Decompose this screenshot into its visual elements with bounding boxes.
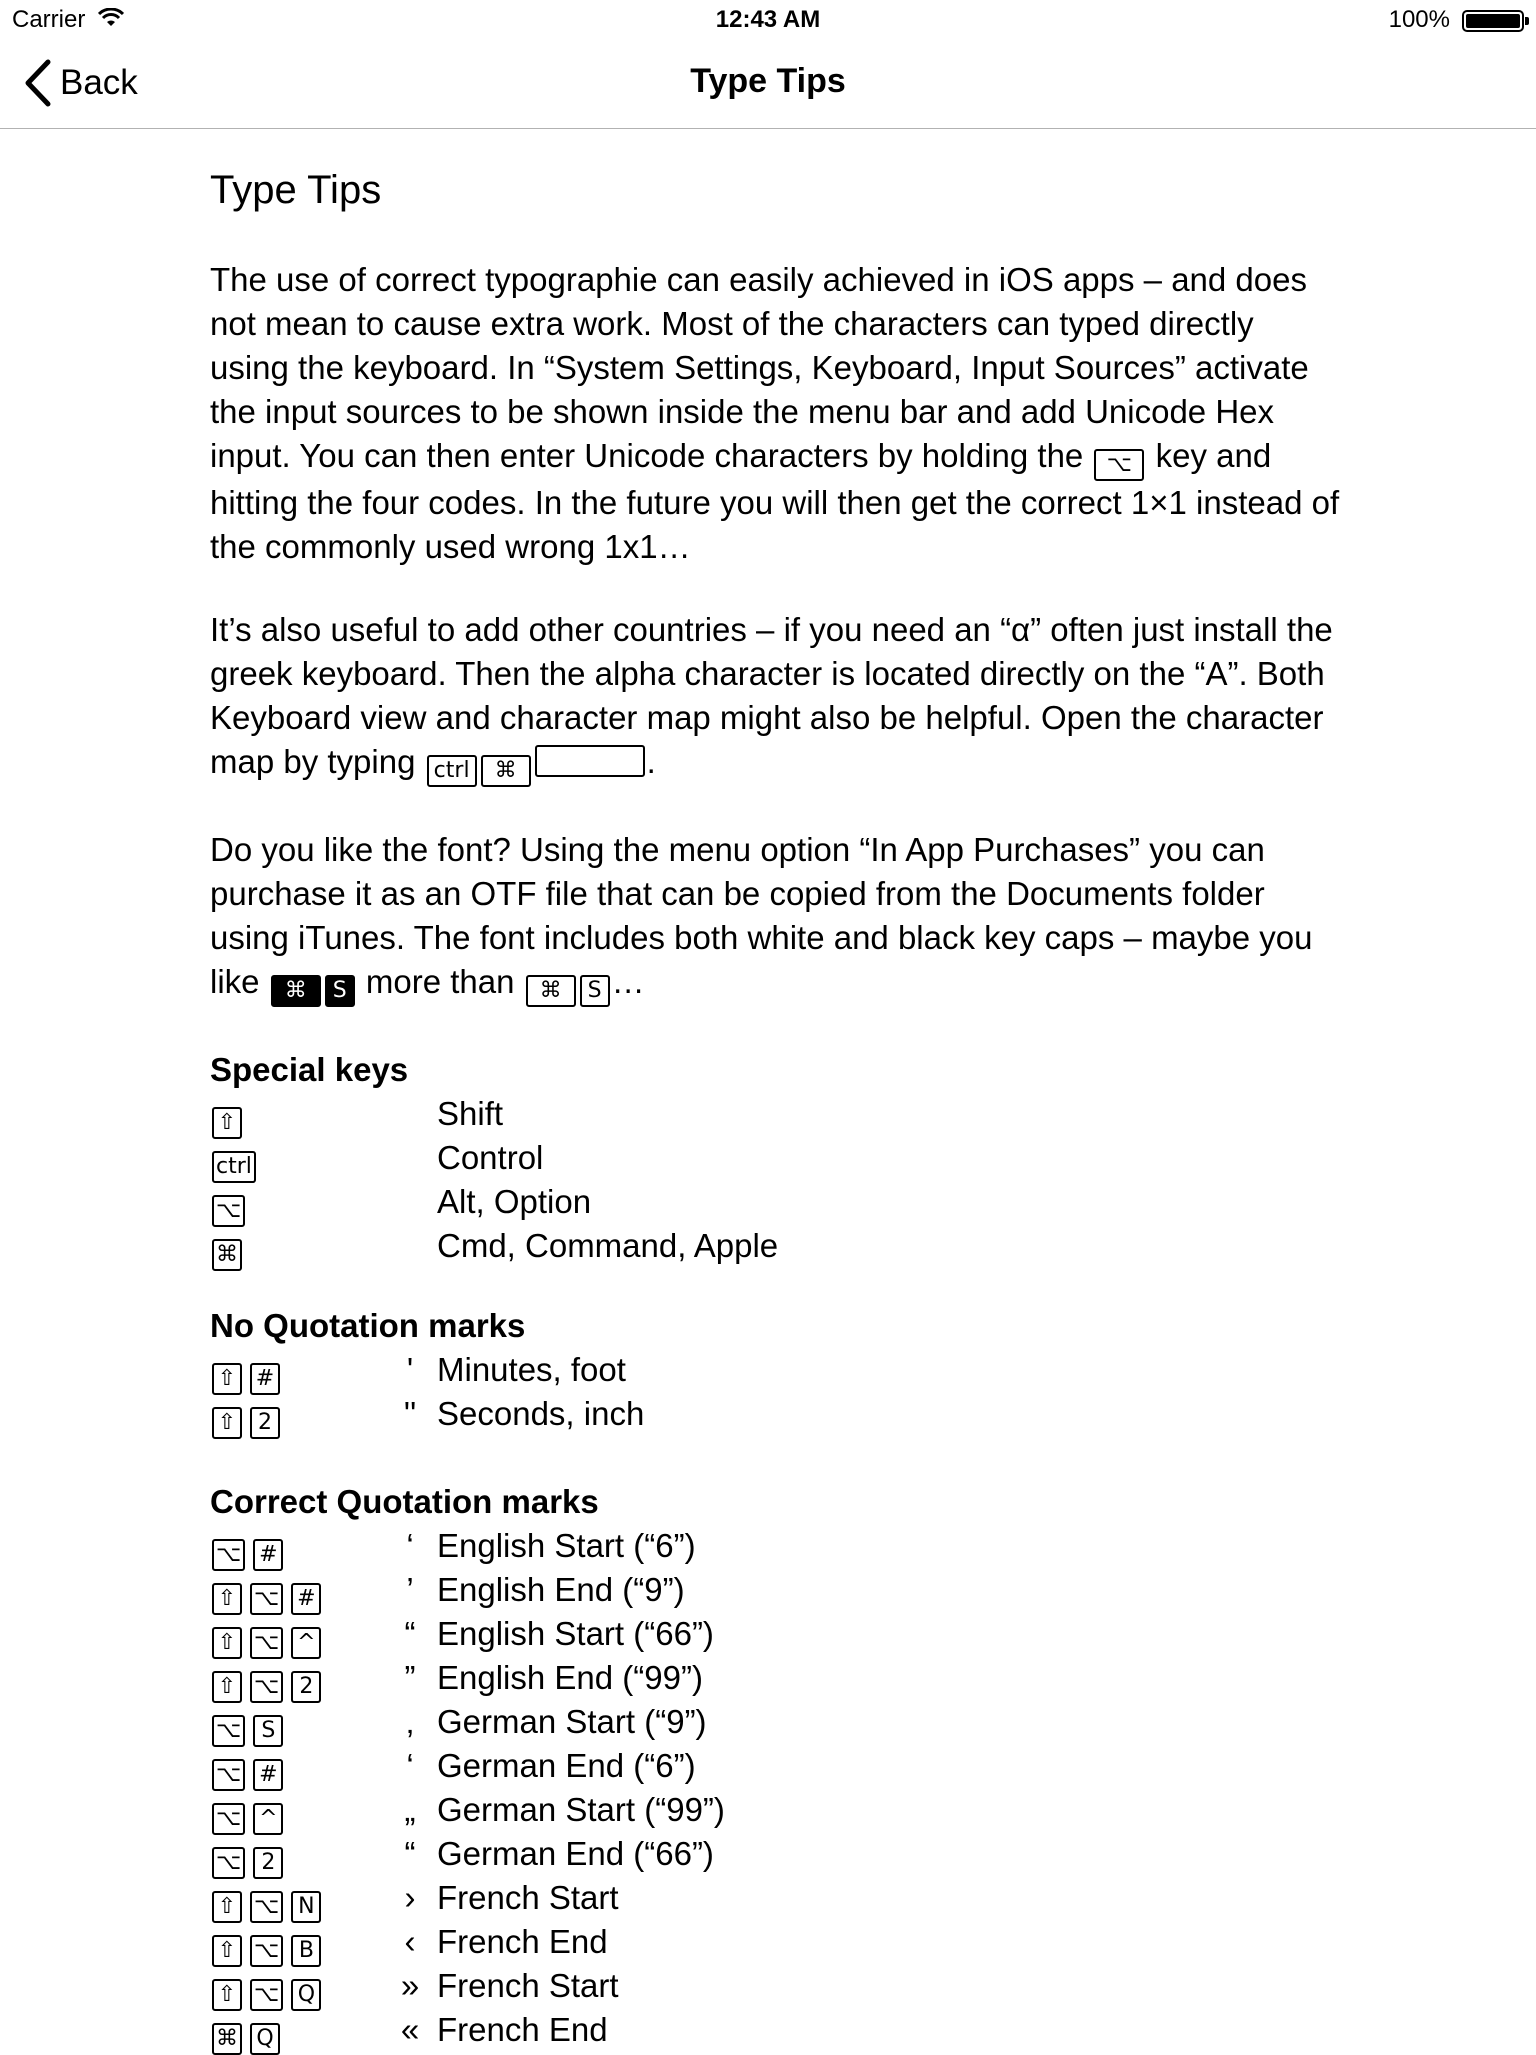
space-key xyxy=(535,745,645,777)
key-cap: ^ xyxy=(253,1803,283,1835)
key-cap: N xyxy=(291,1891,321,1923)
key-cap: S xyxy=(253,1715,283,1747)
glyph: « xyxy=(400,2011,420,2048)
option-key: ⌥ xyxy=(1094,449,1144,481)
key-description: English Start (“6”) xyxy=(437,1527,696,1564)
key-cap: # xyxy=(253,1759,283,1791)
key-row xyxy=(210,1876,1340,1920)
glyph: › xyxy=(404,1879,416,1916)
key-cap: ⇧ xyxy=(212,1363,242,1395)
battery-icon xyxy=(1462,10,1524,32)
page-title: Type Tips xyxy=(690,62,846,100)
section-correct-quotation-marks xyxy=(210,1480,1340,2052)
key-description: German Start (“9”) xyxy=(437,1703,707,1740)
key-combo xyxy=(210,1700,289,1747)
glyph: „ xyxy=(404,1791,416,1828)
key-row xyxy=(210,1612,1340,1656)
key-cap: ⇧ xyxy=(212,1891,242,1923)
key-combo xyxy=(210,1568,327,1615)
key-cap: ⇧ xyxy=(212,1627,242,1659)
key-row xyxy=(210,1180,1340,1224)
key-cap: ctrl xyxy=(212,1151,256,1183)
key-cap: ^ xyxy=(291,1627,321,1659)
p1-text-before: The use of correct typographie can easily achieved in iOS apps – and does not mean to cause extra work. Most of the characters can typed directly using the keyboard. In “System Settings, Keyboard, Input Sources” activate the input sources to be shown inside the menu bar and add Unicode Hex input. You can then enter Unicode characters by holding the xyxy=(210,261,1309,474)
key-cap: ⇧ xyxy=(212,1407,242,1439)
s-key-dark: S xyxy=(325,975,355,1007)
key-row xyxy=(210,1224,1340,1268)
p3-text-middle: more than xyxy=(356,963,524,1000)
key-cap: ⌥ xyxy=(212,1195,245,1227)
key-description: Shift xyxy=(437,1095,504,1132)
key-cap: ⌥ xyxy=(250,1583,283,1615)
back-label: Back xyxy=(60,63,138,102)
command-key: ⌘ xyxy=(526,975,576,1007)
key-combo xyxy=(210,1744,289,1791)
p3-text-before: Do you like the font? Using the menu option “In App Purchases” you can purchase it as an OTF file that can be copied from the Documents folder using iTunes. The font includes both white and black key caps – maybe you like xyxy=(210,831,1313,1000)
key-cap: # xyxy=(291,1583,321,1615)
key-combo xyxy=(210,1348,286,1395)
key-description: Seconds, inch xyxy=(437,1395,645,1432)
paragraph-intro xyxy=(210,258,1340,569)
key-combo xyxy=(210,1876,327,1923)
key-combo xyxy=(210,1392,286,1439)
key-row xyxy=(210,1136,1340,1180)
paragraph-font xyxy=(210,828,1340,1007)
s-key: S xyxy=(580,975,610,1007)
key-row xyxy=(210,1348,1340,1392)
key-row xyxy=(210,1568,1340,1612)
p2-text-after: . xyxy=(646,743,656,780)
key-cap: ⇧ xyxy=(212,1583,242,1615)
glyph: ‚ xyxy=(406,1703,414,1740)
content-heading: Type Tips xyxy=(210,168,382,212)
key-combo xyxy=(210,1612,327,1659)
status-bar xyxy=(0,0,1536,40)
key-row xyxy=(210,2008,1340,2052)
key-cap: ⌥ xyxy=(250,1891,283,1923)
key-cap: ⌥ xyxy=(250,1627,283,1659)
key-combo xyxy=(210,1092,248,1139)
key-cap: ⌘ xyxy=(212,2023,242,2055)
key-combo xyxy=(210,1832,289,1879)
p3-text-after: … xyxy=(611,963,645,1000)
key-cap: ⌥ xyxy=(212,1539,245,1571)
key-row xyxy=(210,1788,1340,1832)
glyph: '' xyxy=(403,1395,417,1432)
key-row xyxy=(210,1392,1340,1436)
key-row xyxy=(210,1656,1340,1700)
key-row xyxy=(210,1700,1340,1744)
key-cap: 2 xyxy=(291,1671,321,1703)
key-description: Minutes, foot xyxy=(437,1351,626,1388)
battery-percent: 100% xyxy=(1388,6,1450,33)
key-combo xyxy=(210,1136,262,1183)
command-key: ⌘ xyxy=(481,755,531,787)
p1-text-after: key and hitting the four codes. In the future you will then get the correct 1×1 instead of the commonly used wrong 1x1… xyxy=(210,437,1340,565)
section-header: Correct Quotation marks xyxy=(210,1483,599,1520)
key-cap: ⌥ xyxy=(212,1847,245,1879)
command-key-dark: ⌘ xyxy=(271,975,321,1007)
key-combo xyxy=(210,1524,289,1571)
key-description: French End xyxy=(437,1923,608,1960)
section-no-quotation-marks xyxy=(210,1304,1340,1436)
key-combo xyxy=(210,1964,327,2011)
key-row xyxy=(210,1964,1340,2008)
key-row xyxy=(210,1092,1340,1136)
key-cap: Q xyxy=(291,1979,321,2011)
glyph: » xyxy=(400,1967,420,2004)
key-cap: ⇧ xyxy=(212,1107,242,1139)
glyph: ” xyxy=(404,1659,416,1696)
key-combo xyxy=(210,1788,289,1835)
key-row xyxy=(210,1920,1340,1964)
key-description: German Start (“99”) xyxy=(437,1791,725,1828)
key-description: French Start xyxy=(437,1967,619,2004)
key-row xyxy=(210,1832,1340,1876)
key-cap: 2 xyxy=(253,1847,283,1879)
key-description: English End (“9”) xyxy=(437,1571,685,1608)
key-cap: 2 xyxy=(250,1407,280,1439)
key-cap: ⌥ xyxy=(250,1935,283,1967)
key-description: English Start (“66”) xyxy=(437,1615,714,1652)
key-cap: ⌥ xyxy=(212,1715,245,1747)
key-description: French Start xyxy=(437,1879,619,1916)
p2-text-before: It’s also useful to add other countries – if you need an “α” often just install the greek keyboard. Then the alpha character is located directly on the “A”. Both Keyboard view and character map might also be helpful. Open the character map by typing xyxy=(210,611,1333,780)
glyph: ' xyxy=(406,1351,414,1388)
key-cap: # xyxy=(253,1539,283,1571)
key-cap: B xyxy=(291,1935,321,1967)
key-cap: ⌥ xyxy=(212,1803,245,1835)
section-header: No Quotation marks xyxy=(210,1307,526,1344)
glyph: ’ xyxy=(406,1571,414,1608)
key-cap: ⌥ xyxy=(250,1671,283,1703)
key-cap: ⌥ xyxy=(250,1979,283,2011)
key-description: French End xyxy=(437,2011,608,2048)
key-cap: # xyxy=(250,1363,280,1395)
section-header: Special keys xyxy=(210,1051,409,1088)
key-cap: ⇧ xyxy=(212,1671,242,1703)
key-combo xyxy=(210,1224,248,1271)
key-cap: Q xyxy=(250,2023,280,2055)
key-row xyxy=(210,1524,1340,1568)
key-combo xyxy=(210,1920,327,1967)
ctrl-key: ctrl xyxy=(427,755,477,787)
key-cap: ⇧ xyxy=(212,1935,242,1967)
paragraph-countries xyxy=(210,608,1340,787)
key-cap: ⌘ xyxy=(212,1239,242,1271)
glyph: “ xyxy=(404,1615,416,1652)
key-description: German End (“6”) xyxy=(437,1747,696,1784)
key-combo xyxy=(210,1656,327,1703)
carrier-label: Carrier xyxy=(12,6,86,33)
glyph: ‘ xyxy=(406,1527,414,1564)
glyph: ‘ xyxy=(406,1747,414,1784)
navigation-bar xyxy=(0,40,1536,129)
section-special-keys xyxy=(210,1048,1340,1268)
status-time: 12:43 AM xyxy=(715,6,821,33)
key-combo xyxy=(210,1180,251,1227)
key-description: Alt, Option xyxy=(437,1183,592,1220)
key-row xyxy=(210,1744,1340,1788)
key-cap: ⌥ xyxy=(212,1759,245,1791)
key-description: German End (“66”) xyxy=(437,1835,714,1872)
key-description: English End (“99”) xyxy=(437,1659,703,1696)
glyph: “ xyxy=(404,1835,416,1872)
key-cap: ⇧ xyxy=(212,1979,242,2011)
key-description: Control xyxy=(437,1139,544,1176)
glyph: ‹ xyxy=(404,1923,416,1960)
key-description: Cmd, Command, Apple xyxy=(437,1227,779,1264)
